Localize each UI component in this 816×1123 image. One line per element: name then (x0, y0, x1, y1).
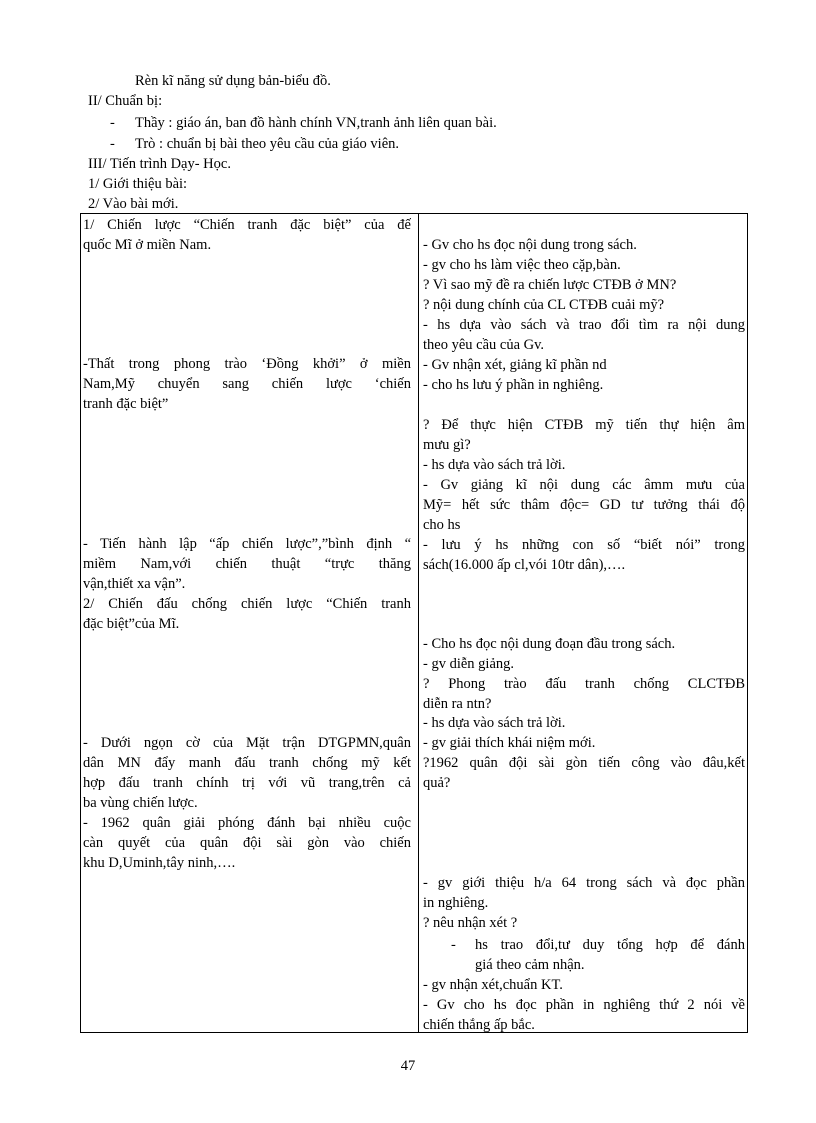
activity-13-text: - gv diễn giảng. (423, 656, 515, 672)
column-divider (418, 214, 419, 1032)
left-p4-line-3: khu D,Uminh,tây ninh,…. (83, 855, 236, 871)
activity-16 (423, 733, 745, 753)
section-1-heading-line-2: quốc Mĩ ở miền Nam. (83, 237, 212, 253)
activity-18-line-2: in nghiêng. (423, 895, 489, 911)
activity-21 (423, 975, 745, 995)
activity-7-text: - cho hs lưu ý phần in nghiêng. (423, 377, 604, 393)
left-p3-line-2: dân MN đẩy manh đấu tranh chống mỹ kết (83, 755, 411, 771)
activity-13 (423, 654, 745, 674)
prep-item-student: Trò : chuẩn bị bài theo yêu cầu của giáo viên. (135, 136, 400, 152)
left-p3-line-4: ba vùng chiến lược. (83, 795, 198, 811)
activity-15 (423, 713, 745, 733)
activity-18-line-1: - gv giới thiệu h/a 64 trong sách và đọc phần (423, 875, 745, 891)
activity-14 (423, 674, 745, 714)
activity-19-text: ? nêu nhận xét ? (423, 915, 518, 931)
left-paragraph-2 (83, 534, 411, 594)
lesson-table (80, 213, 748, 1033)
activity-17-line-2: quả? (423, 775, 451, 791)
activity-8 (423, 415, 745, 455)
activity-7 (423, 375, 745, 395)
activity-1 (423, 235, 745, 255)
activity-9 (423, 455, 745, 475)
activity-2 (423, 255, 745, 275)
left-p2-line-3: vận,thiết xa vận”. (83, 576, 186, 592)
activity-4-text: ? nội dung chính của CL CTĐB cuải mỹ? (423, 297, 665, 313)
activity-5 (423, 315, 745, 355)
left-p4-line-2: càn quyết của quân đội sài gòn vào chiến (83, 835, 411, 851)
skill-line: Rèn kĩ năng sử dụng bản-biểu đồ. (135, 73, 331, 89)
activity-10 (423, 475, 745, 535)
activity-22 (423, 995, 745, 1035)
activity-17 (423, 753, 745, 793)
activity-10-line-3: cho hs (423, 517, 461, 533)
left-p3-line-1: - Dưới ngọn cờ của Mặt trận DTGPMN,quân (83, 735, 411, 751)
activity-4 (423, 295, 745, 315)
left-p2-line-2: miềm Nam,với chiến thuật “trực thăng (83, 556, 411, 572)
activity-22-line-1: - Gv cho hs đọc phần in nghiêng thứ 2 nói về (423, 997, 745, 1013)
activity-12 (423, 634, 745, 654)
page-number: 47 (400, 1058, 416, 1074)
left-paragraph-4 (83, 813, 411, 873)
activity-1-text: - Gv cho hs đọc nội dung trong sách. (423, 237, 637, 253)
activity-14-line-1: ? Phong trào đấu tranh chống CLCTĐB (423, 676, 745, 692)
activity-20-dash: - (451, 937, 456, 953)
activity-21-text: - gv nhận xét,chuẩn KT. (423, 977, 563, 993)
activity-15-text: - hs dựa vào sách trả lời. (423, 715, 566, 731)
section-2-heading (83, 594, 411, 634)
left-p1-line-1: -Thất trong phong trào ‘Đồng khởi” ở miền (83, 356, 411, 372)
left-p3-line-3: hợp đấu tranh chính trị với vũ trang,trên cả (83, 775, 411, 791)
section-1-heading-line-1: 1/ Chiến lược “Chiến tranh đặc biệt” của đế (83, 217, 411, 233)
prep-dash-2: - (110, 136, 115, 152)
activity-8-line-1: ? Để thực hiện CTĐB mỹ tiến thự hiện âm (423, 417, 745, 433)
section-1-heading (83, 215, 411, 255)
activity-9-text: - hs dựa vào sách trả lời. (423, 457, 566, 473)
activity-19 (423, 913, 745, 933)
activity-16-text: - gv giải thích khái niệm mới. (423, 735, 596, 751)
activity-2-text: - gv cho hs làm việc theo cặp,bàn. (423, 257, 621, 273)
left-p1-line-2: Nam,Mỹ chuyển sang chiến lược ‘chiến (83, 376, 411, 392)
activity-12-text: - Cho hs đọc nội dung đoạn đầu trong sách. (423, 636, 676, 652)
activity-6-text: - Gv nhận xét, giảng kĩ phần nd (423, 357, 607, 373)
section-2-heading-line-1: 2/ Chiến đấu chống chiến lược “Chiến tranh (83, 596, 411, 612)
activity-3 (423, 275, 745, 295)
left-p4-line-1: - 1962 quân giải phóng đánh bại nhiều cuộc (83, 815, 411, 831)
activity-10-line-1: - Gv giảng kĩ nội dung các âmm mưu của (423, 477, 745, 493)
activity-6 (423, 355, 745, 375)
left-paragraph-3 (83, 733, 411, 813)
step-2-new-lesson: 2/ Vào bài mới. (88, 196, 179, 212)
left-p1-line-3: tranh đặc biệt” (83, 396, 169, 412)
section-3-title: III/ Tiến trình Dạy- Học. (88, 156, 231, 172)
activity-5-line-2: theo yêu cầu của Gv. (423, 337, 545, 353)
left-p2-line-1: - Tiến hành lập “ấp chiến lược”,”bình định “ (83, 536, 411, 552)
activity-10-line-2: Mỹ= hết sức thâm độc= GD tư tưởng thái độ (423, 497, 745, 513)
activity-3-text: ? Vì sao mỹ đề ra chiến lược CTĐB ở MN? (423, 277, 677, 293)
step-1-intro: 1/ Giới thiệu bài: (88, 176, 188, 192)
activity-14-line-2: diễn ra ntn? (423, 696, 492, 712)
activity-20-line-2: giá theo cảm nhận. (475, 957, 585, 973)
activity-11-line-1: - lưu ý hs những con số “biết nói” trong (423, 537, 745, 553)
section-2-title: II/ Chuẩn bị: (88, 93, 163, 109)
left-paragraph-1 (83, 354, 411, 414)
activity-11 (423, 535, 745, 575)
prep-dash-1: - (110, 115, 115, 131)
activity-20-line-1: hs trao đổi,tư duy tổng hợp để đánh (475, 937, 745, 953)
activity-17-line-1: ?1962 quân đội sài gòn tiến công vào đâu,kết (423, 755, 745, 771)
activity-11-line-2: sách(16.000 ấp cl,vói 10tr dân),…. (423, 557, 626, 573)
activity-5-line-1: - hs dựa vào sách và trao đổi tìm ra nội dung (423, 317, 745, 333)
activity-18 (423, 873, 745, 913)
activity-8-line-2: mưu gì? (423, 437, 471, 453)
section-2-heading-line-2: đặc biệt”của Mĩ. (83, 616, 180, 632)
prep-item-teacher: Thầy : giáo án, ban đồ hành chính VN,tranh ảnh liên quan bài. (135, 115, 497, 131)
activity-22-line-2: chiến thắng ấp bắc. (423, 1017, 535, 1033)
